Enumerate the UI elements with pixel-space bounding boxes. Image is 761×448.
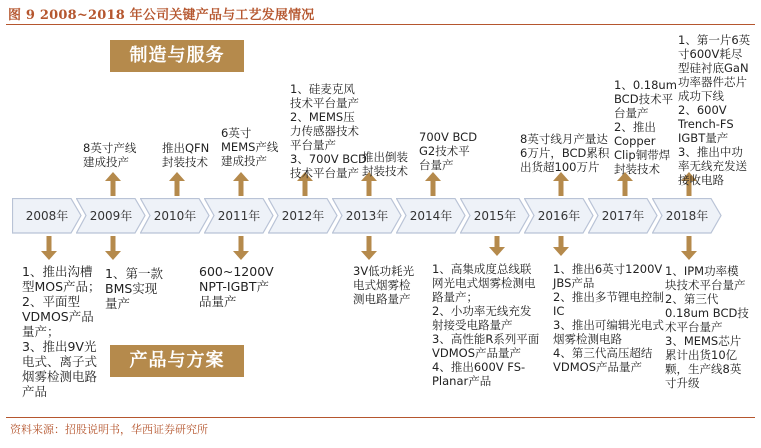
top-event-note: 推出QFN 封装技术 xyxy=(162,141,210,169)
year-label: 2010年 xyxy=(153,209,197,223)
year-label: 2015年 xyxy=(473,209,517,223)
year-label: 2016年 xyxy=(537,209,581,223)
timeline-year xyxy=(268,198,338,234)
timeline-year xyxy=(204,198,274,234)
top-rule xyxy=(6,24,755,25)
timeline-year xyxy=(396,198,466,234)
bottom-event-note: 1、推出沟槽 型MOS产品； 2、平面型 VDMOS产品 量产； 3、推出9V光 电式、离子式 烟雾检测电路 产品 xyxy=(22,264,101,399)
year-label: 2013年 xyxy=(345,209,389,223)
arrow-up-icon xyxy=(553,172,569,196)
section-label-products: 产品与方案 xyxy=(110,345,244,377)
timeline-year xyxy=(76,198,146,234)
arrow-up-icon xyxy=(169,172,185,196)
year-label: 2018年 xyxy=(665,209,709,223)
arrow-up-icon xyxy=(233,172,249,196)
timeline-year xyxy=(12,198,82,234)
timeline-year xyxy=(652,198,722,234)
timeline xyxy=(0,198,761,234)
arrow-down-icon xyxy=(233,236,249,260)
year-label: 2008年 xyxy=(25,209,69,223)
arrow-down-icon xyxy=(489,236,505,256)
top-event-note: 700V BCD G2技术平 台量产 xyxy=(419,130,478,172)
top-event-note: 6英寸 MEMS产线 建成投产 xyxy=(221,126,279,168)
arrow-down-icon xyxy=(41,236,57,260)
year-label: 2017年 xyxy=(601,209,645,223)
bottom-event-note: 600~1200V NPT-IGBT产 品量产 xyxy=(199,264,274,309)
section-label-manufacturing: 制造与服务 xyxy=(110,40,244,72)
arrow-down-icon xyxy=(105,236,121,260)
top-event-note: 推出倒装 封装技术 xyxy=(362,150,408,178)
timeline-year xyxy=(524,198,594,234)
arrow-up-icon xyxy=(425,172,441,196)
timeline-year xyxy=(140,198,210,234)
top-event-note: 1、0.18um BCD技术平 台量产 2、推出 Copper Clip铜带焊 封装技术 xyxy=(614,78,677,176)
figure-title: 图 9 2008~2018 年公司关键产品与工艺发展情况 xyxy=(8,8,315,23)
year-label: 2011年 xyxy=(217,209,261,223)
top-event-note: 1、硅麦克风 技术平台量产 2、MEMS压 力传感器技术 平台量产 3、700V BCD 技术平台量产 xyxy=(290,82,367,180)
bottom-event-note: 1、推出6英寸1200V JBS产品 2、推出多节锂电控制 IC 3、推出可编辑光电式 烟雾检测电路 4、第三代高压超结 VDMOS产品量产 xyxy=(553,262,664,374)
bottom-event-note: 1、第一款 BMS实现 量产 xyxy=(105,266,163,311)
top-event-note: 8英寸线月产量达 6万片，BCD累积 出货超100万片 xyxy=(520,132,610,174)
timeline-year xyxy=(588,198,658,234)
timeline-year xyxy=(460,198,530,234)
arrow-up-icon xyxy=(105,172,121,196)
arrow-down-icon xyxy=(361,236,377,260)
arrow-down-icon xyxy=(553,236,569,256)
figure-source: 资料来源：招股说明书，华西证券研究所 xyxy=(10,423,208,436)
year-label: 2009年 xyxy=(89,209,133,223)
top-event-note: 1、第一片6英 寸600V耗尽 型硅衬底GaN 功率器件芯片 成功下线 2、600V Trench-FS IGBT量产 3、推出中功 率无线充发送 接收电路 xyxy=(678,33,751,187)
bottom-rule xyxy=(6,417,755,418)
bottom-event-note: 1、高集成度总线联 网光电式烟雾检测电 路量产； 2、小功率无线充发 射接受电路量产 3、高性能R系列平面 VDMOS产品量产 4、推出600V FS- Planar产品 xyxy=(432,262,540,388)
bottom-event-note: 3V低功耗光 电式烟雾检 测电路量产 xyxy=(353,264,415,306)
timeline-year xyxy=(332,198,402,234)
year-label: 2014年 xyxy=(409,209,453,223)
top-event-note: 8英寸产线 建成投产 xyxy=(83,141,137,169)
bottom-event-note: 1、IPM功率模 块技术平台量产 2、第三代 0.18um BCD技 术平台量产 3、MEMS芯片 累计出货10亿 颗，生产线8英 寸升级 xyxy=(665,264,749,390)
year-label: 2012年 xyxy=(281,209,325,223)
arrow-down-icon xyxy=(681,236,697,260)
